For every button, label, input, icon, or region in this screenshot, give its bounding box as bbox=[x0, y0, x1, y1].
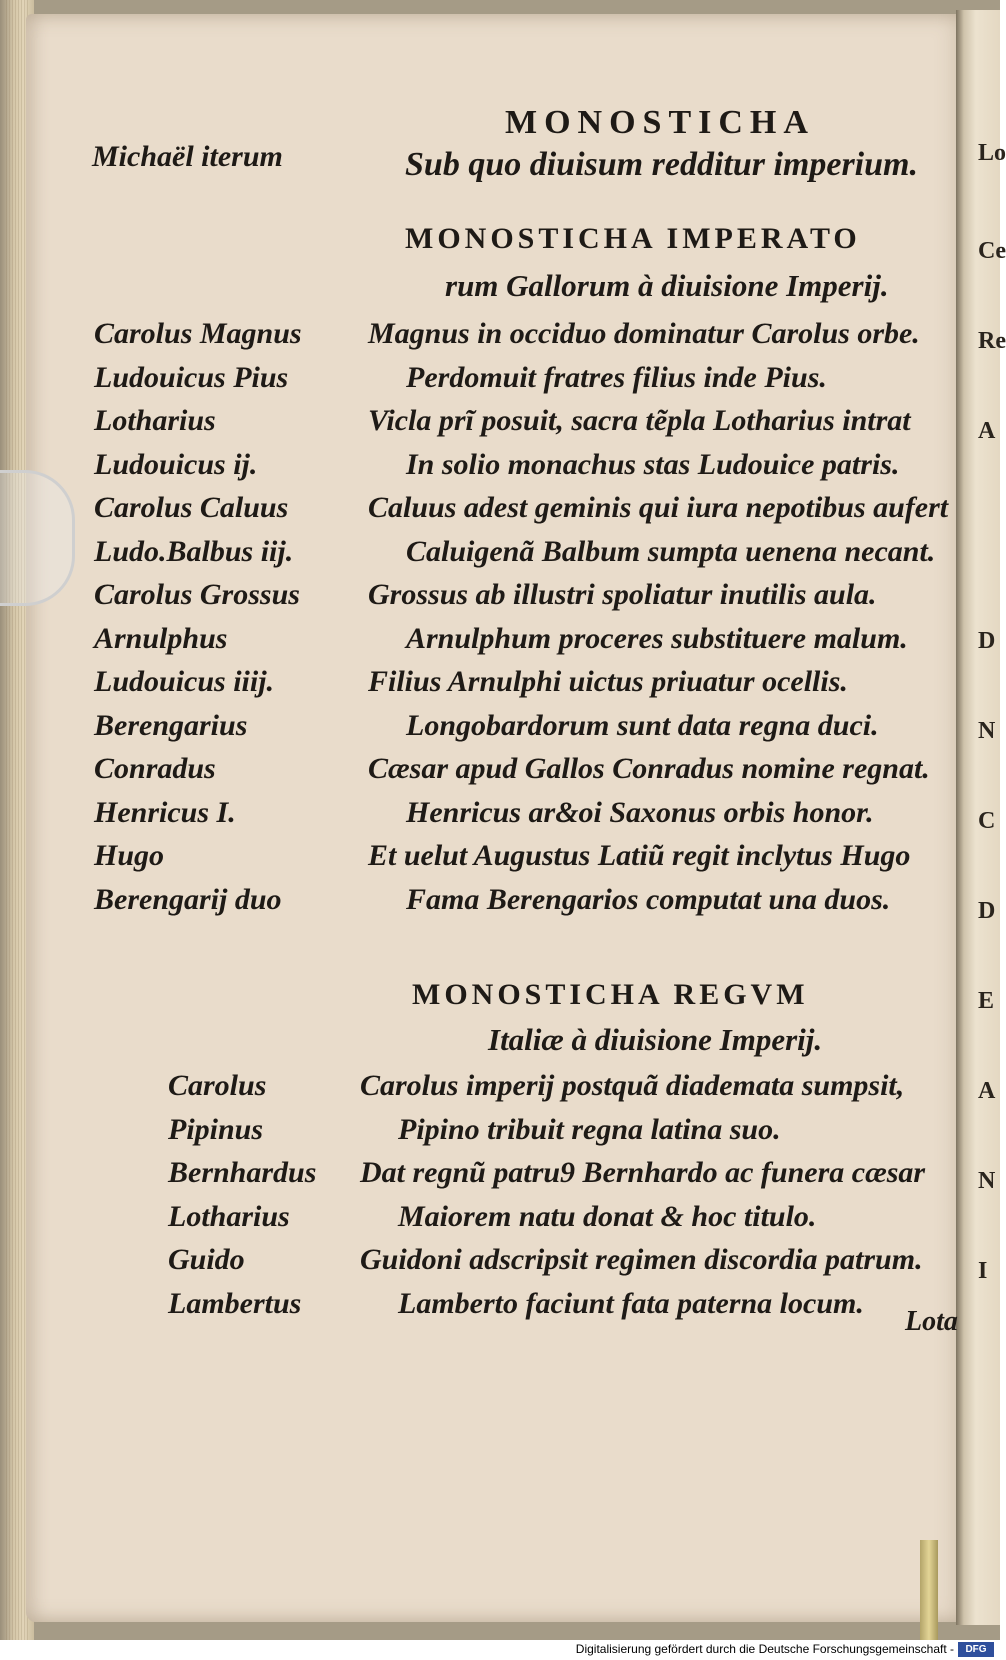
name-entry: Conradus bbox=[94, 752, 216, 785]
name-entry: Carolus bbox=[168, 1069, 267, 1102]
verse-line: Maiorem natu donat & hoc titulo. bbox=[398, 1199, 817, 1233]
verse-line: Cæsar apud Gallos Conradus nomine regnat. bbox=[368, 752, 930, 785]
name-entry: Berengarij duo bbox=[94, 882, 282, 916]
facing-page-letter: E bbox=[978, 988, 995, 1014]
verse-line: Grossus ab illustri spoliatur inutilis aula. bbox=[368, 578, 877, 611]
verse-line: Arnulphum proceres substituere malum. bbox=[406, 621, 908, 655]
facing-page-letter: Ce bbox=[978, 238, 1006, 264]
catchword: Lota bbox=[905, 1306, 958, 1337]
name-entry: Ludouicus Pius bbox=[94, 360, 289, 394]
verse-line: Dat regnũ patru9 Bernhardo ac funera cæsar bbox=[360, 1156, 926, 1189]
verse-line: Caluigenã Balbum sumpta uenena necant. bbox=[406, 534, 936, 568]
name-entry: Pipinus bbox=[168, 1112, 264, 1146]
section-heading: MONOSTICHA IMPERATO bbox=[405, 222, 861, 255]
name-column bbox=[168, 1064, 316, 1325]
footer-credit: Digitalisierung gefördert durch die Deutsche Forschungsgemeinschaft - bbox=[575, 1642, 954, 1656]
name-entry: Carolus Grossus bbox=[94, 578, 300, 611]
facing-page-letter: N bbox=[978, 718, 996, 744]
name-entry: Bernhardus bbox=[168, 1156, 317, 1189]
verse-line: Caluus adest geminis qui iura nepotibus aufert bbox=[368, 491, 949, 524]
verse-column bbox=[368, 312, 948, 921]
running-head: MONOSTICHA bbox=[505, 104, 815, 141]
facing-page-letter: Re bbox=[978, 328, 1006, 354]
name-entry: Henricus I. bbox=[94, 795, 236, 829]
verse-line: Perdomuit fratres filius inde Pius. bbox=[406, 360, 827, 394]
verse-line: Sub quo diuisum redditur imperium. bbox=[405, 146, 918, 183]
name-entry: Berengarius bbox=[94, 708, 248, 742]
name-column bbox=[94, 312, 302, 921]
name-entry: Lotharius bbox=[168, 1199, 290, 1233]
verse-line: Henricus ar&oi Saxonus orbis honor. bbox=[406, 795, 874, 829]
facing-page-letter: D bbox=[978, 898, 996, 924]
verse-line: Vicla prĩ posuit, sacra tẽpla Lotharius intrat bbox=[368, 404, 911, 437]
name-entry: Ludo.Balbus iij. bbox=[94, 534, 294, 568]
facing-page-letter: Lo bbox=[978, 140, 1006, 166]
name-entry: Ludouicus ij. bbox=[94, 447, 258, 481]
facing-page-letter: I bbox=[978, 1258, 988, 1284]
verse-line: Lamberto faciunt fata paterna locum. bbox=[398, 1286, 864, 1320]
verse-line: Pipino tribuit regna latina suo. bbox=[398, 1112, 781, 1146]
bookmark-ribbon bbox=[920, 1540, 938, 1640]
name-entry: Carolus Caluus bbox=[94, 491, 289, 524]
name-entry: Carolus Magnus bbox=[94, 317, 302, 350]
verse-column bbox=[360, 1064, 925, 1325]
facing-page-letter: N bbox=[978, 1168, 996, 1194]
facing-page-letter: C bbox=[978, 808, 996, 834]
name-entry: Hugo bbox=[94, 839, 165, 872]
margin-note: Michaël iterum bbox=[92, 140, 283, 173]
facing-page-edge bbox=[978, 140, 1006, 1298]
verse-line: Filius Arnulphi uictus priuatur ocellis. bbox=[368, 665, 848, 698]
name-entry: Ludouicus iiij. bbox=[94, 665, 275, 698]
verse-line: Et uelut Augustus Latiũ regit inclytus Hugo bbox=[368, 839, 911, 872]
name-entry: Lotharius bbox=[94, 404, 216, 437]
verse-line: Fama Berengarios computat una duos. bbox=[406, 882, 891, 916]
verse-line: In solio monachus stas Ludouice patris. bbox=[406, 447, 900, 481]
section-subheading: rum Gallorum à diuisione Imperij. bbox=[445, 268, 889, 303]
section-heading: MONOSTICHA REGVM bbox=[412, 978, 809, 1011]
facing-page-letter: A bbox=[978, 418, 996, 444]
facing-page-letter: D bbox=[978, 628, 996, 654]
verse-line: Guidoni adscripsit regimen discordia patrum. bbox=[360, 1243, 923, 1276]
verse-line: Magnus in occiduo dominatur Carolus orbe. bbox=[368, 317, 920, 350]
verse-line: Carolus imperij postquã diademata sumpsit, bbox=[360, 1069, 905, 1102]
name-entry: Arnulphus bbox=[94, 621, 228, 655]
name-entry: Guido bbox=[168, 1243, 245, 1276]
section-subheading: Italiæ à diuisione Imperij. bbox=[488, 1022, 823, 1057]
verse-line: Longobardorum sunt data regna duci. bbox=[406, 708, 879, 742]
book-clasp bbox=[0, 470, 75, 606]
dfg-logo: DFG bbox=[958, 1642, 994, 1657]
name-entry: Lambertus bbox=[168, 1286, 302, 1320]
facing-page-letter: A bbox=[978, 1078, 996, 1104]
